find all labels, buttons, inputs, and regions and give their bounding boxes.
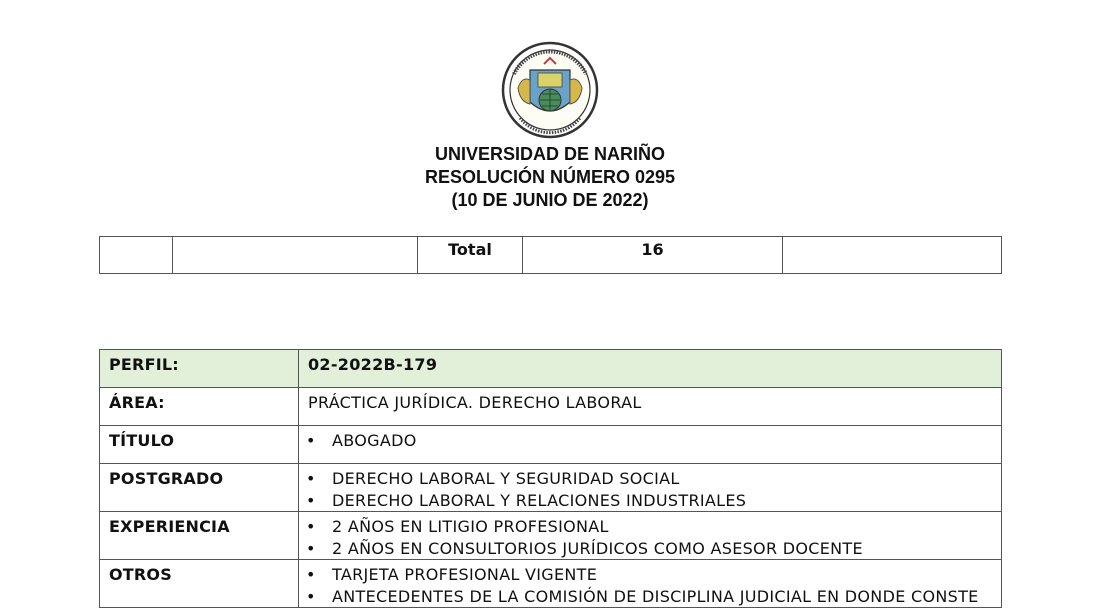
list-item: • TARJETA PROFESIONAL VIGENTE xyxy=(301,564,1001,586)
university-name: UNIVERSIDAD DE NARIÑO xyxy=(434,144,666,164)
postgrado-value xyxy=(299,464,1002,512)
perfil-value: 02-2022B-179 xyxy=(299,350,1002,388)
experiencia-value xyxy=(299,512,1002,560)
total-cell-1 xyxy=(100,237,173,274)
total-table xyxy=(99,236,1002,274)
resolution-number: RESOLUCIÓN NÚMERO 0295 xyxy=(424,167,676,187)
experiencia-label: EXPERIENCIA xyxy=(100,512,299,560)
list-item: • 2 AÑOS EN LITIGIO PROFESIONAL xyxy=(301,516,1001,538)
titulo-list xyxy=(301,430,1001,452)
list-item: • DERECHO LABORAL Y RELACIONES INDUSTRIALES xyxy=(301,490,1001,512)
otros-label: OTROS xyxy=(100,560,299,608)
total-cell-5 xyxy=(783,237,1002,274)
postgrado-list xyxy=(301,468,1001,511)
otros-value xyxy=(299,560,1002,608)
total-value: 16 xyxy=(523,237,783,274)
otros-list xyxy=(301,564,1001,607)
postgrado-row xyxy=(100,464,1002,512)
total-label: Total xyxy=(418,237,523,274)
list-item: • DERECHO LABORAL Y SEGURIDAD SOCIAL xyxy=(301,468,1001,490)
total-cell-2 xyxy=(173,237,418,274)
postgrado-label: POSTGRADO xyxy=(100,464,299,512)
experiencia-list xyxy=(301,516,1001,559)
perfil-row xyxy=(100,350,1002,388)
area-value: PRÁCTICA JURÍDICA. DERECHO LABORAL xyxy=(299,388,1002,426)
profile-table xyxy=(99,349,1002,608)
total-row xyxy=(100,237,1002,274)
area-label: ÁREA: xyxy=(100,388,299,426)
list-item: • 2 AÑOS EN CONSULTORIOS JURÍDICOS COMO ASESOR DOCENTE xyxy=(301,538,1001,560)
resolution-date: (10 DE JUNIO DE 2022) xyxy=(451,190,649,210)
list-item: • ANTECEDENTES DE LA COMISIÓN DE DISCIPLINA JUDICIAL EN DONDE CONSTE xyxy=(301,586,1001,608)
perfil-label: PERFIL: xyxy=(100,350,299,388)
titulo-label: TÍTULO xyxy=(100,426,299,464)
otros-row xyxy=(100,560,1002,608)
experiencia-row xyxy=(100,512,1002,560)
area-row xyxy=(100,388,1002,426)
university-seal-logo xyxy=(500,40,600,140)
list-item: • ABOGADO xyxy=(301,430,1001,452)
titulo-value xyxy=(299,426,1002,464)
document-header xyxy=(0,143,1100,212)
titulo-row xyxy=(100,426,1002,464)
